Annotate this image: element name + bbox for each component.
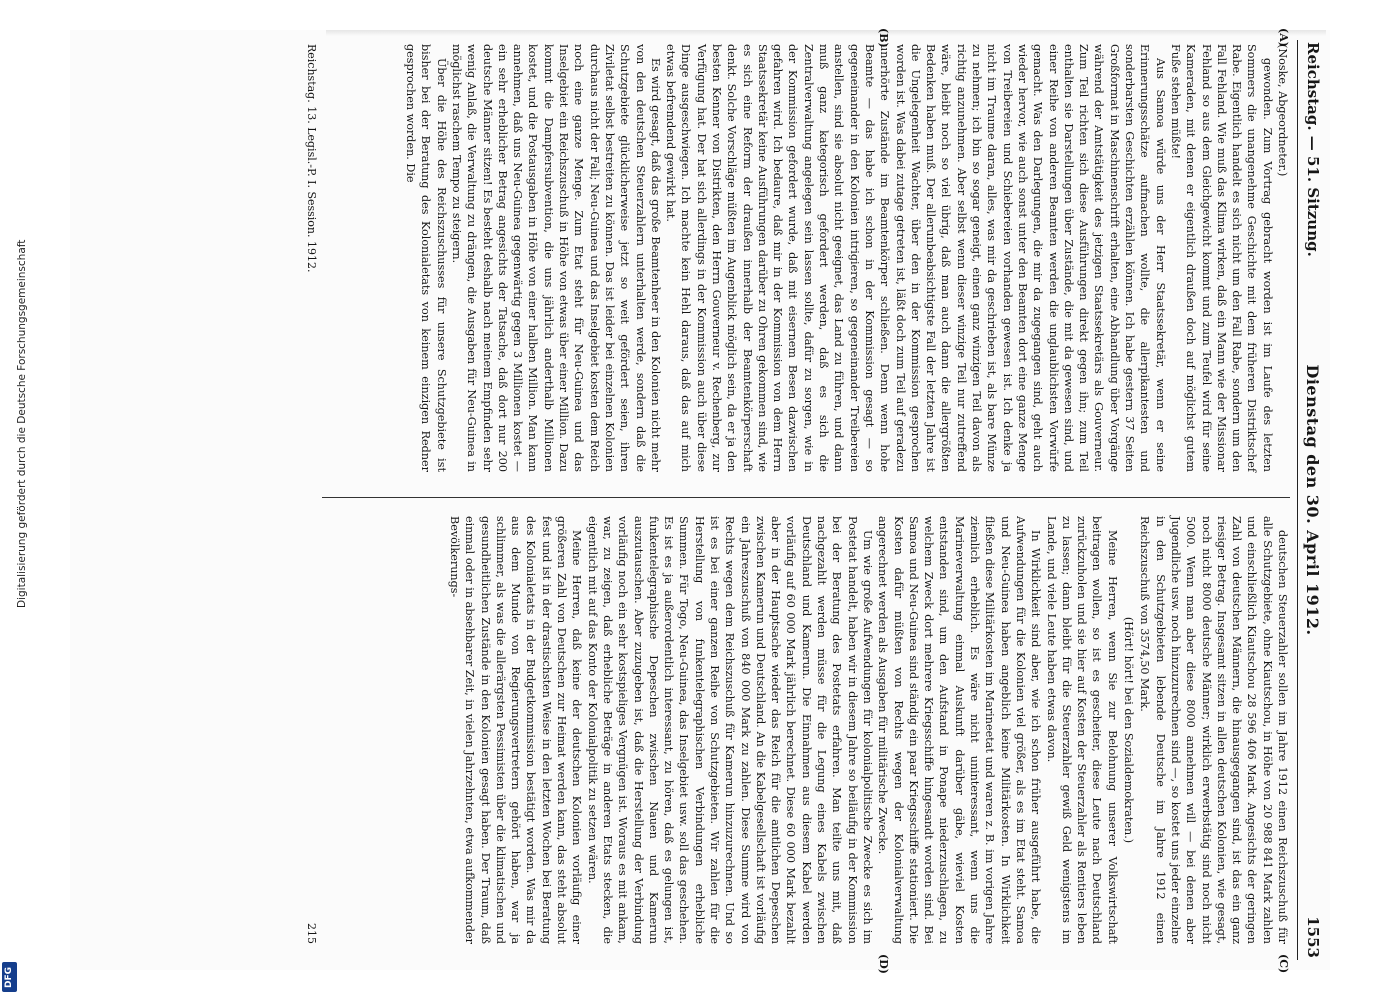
margin-marker-a: (A) (1277, 28, 1290, 47)
digitization-credit: Digitalisierung gefördert durch die Deutsche Forschungsgemeinschaft (16, 239, 28, 608)
running-header (1300, 42, 1326, 958)
paragraph: Über die Höhe des Reichszuschusses für unsere Schutzgebiete ist bisher bei der Beratung des Kolonialetats von keinem einzigen Redner gesprochen worden. Die (404, 44, 448, 472)
paragraph: gewonden. Zum Vortrag gebracht worden ist im Laufe des letzten Sommers die unangenehme Geschichte mit dem früheren Distriktschef Rabe. Eigentlich handelt es sich nicht um den Fall Rabe, sondern um den Fall Fehland. Wie muß das Klima wirken, daß ein Mann wie der Missionar Fehland so aus dem Gleichgewicht kommt und zum Teufel wird für seine Kameraden, mit denen er eigentlich draußen doch auf möglichst gutem Fuße stehen müßte! (1168, 44, 1274, 472)
paragraph: Aus Samoa würde uns der Herr Staatssekretär, wenn er seine Erinnerungsschätze aufmachen wollte, die allerpikantesten und sonderbarsten Geschichten erzählen können. Ich habe gestern 37 Seiten Großformat in Maschinenschrift erhalten, eine Abhandlung über Vorgänge während der Amtstätigkeit des jetzigen Staatssekretärs als Gouverneur. Zum Teil richten sich diese Ausführungen direkt gegen ihn; zum Teil enthalten sie Darstellungen über Zustände, die mit da gewesen sind, und einer Reihe von anderen Beamten werden die unglaublichsten Vorwürfe gemacht. Was den Darlegungen, die mir da zugegangen sind, geht auch wieder hervor, wie auch sonst unter den Beamten dort eine ganze Menge von Treibereien und Schiebereien vorhanden gewesen ist. Ich denke ja nicht im Traume daran, alles, was mir da geschrieben ist, als bare Münze zu nehmen; ich bin so sogar geneigt, einen ganz winzigen Teil davon als richtig anzunehmen. Aber selbst wenn dieser winzige Teil nur zutreffend wäre, bleibt noch so viel übrig, daß man auch dann die allergrößten Bedenken haben muß. Der allerunbeabsichtigste Fall der letzten Jahre ist die Ungelegenheit Wachter, über den in der Kommission gesprochen worden ist. Was dabei zutage getreten ist, läßt doch zum Teil auf geradezu unerhörte Zustände im Beamtenkörper schließen. Denn wenn hohe Beamte — das habe ich schon in der Kommission gesagt — so gegeneinander in den Kolonien intrigieren, so gegeneinander Treibereien anstellen, sind sie absolut nicht geeignet, das Land zu führen, und dann muß ganz kategorisch gefordert werden, daß es sich die Zentralverwaltung angelegen sein lassen sollte, dafür zu sorgen, wie in der Kommission gefordert wurde, daß mit eisernem Besen dazwischen gefahren wird. Ich bedaure, daß mir in der Kommission von dem Herrn Staatssekretär keine Ausführungen darüber zu Ohren gekommen sind, wie es sich eine Reform der draußen innerhalb der Beamtenkörperschaft denkt. Solche Vorschläge müßten im Augenblick möglich sein, da er ja den besten Kenner von Distrikten, den Herrn Gouverneur v. Rechenberg, zur Verfügung hat. Der hat sich allerdings in der Kommission auch über diese Dinge ausgeschwiegen. Ich machte kein Hehl daraus, daß das auf mich etwas befremdend gewirkt hat. (664, 44, 1167, 472)
column-divider (322, 497, 1290, 498)
margin-marker-b: (B) (877, 28, 890, 48)
credit-sidebar (0, 0, 28, 1000)
paragraph: Meine Herren, daß keine der deutschen Kolonien vorläufig einer größeren Zahl von Deutschen zur Heimat werden kann, das steht absolut fest und ist in der drastischsten Weise in den letzten Wochen bei Beratung des Kolonialetats in der Budgetkommission bestätigt worden. Was mir da aus dem Munde von Regierungsvertretern gehört haben, war ja schlimmer, als was die allerärgsten Pessimisten über die klimatischen und gesundheitlichen Zustände in den Kolonien gesagt haben. Der Traum, daß einmal oder in absehbarer Zeit, in vielen Jahrzehnten, etwa aufkommender Bevölkerungs- (447, 516, 584, 944)
footer-sheet-number: 215 (305, 923, 318, 944)
paragraph: Um wie große Aufwendungen für kolonialpolitische Zwecke es sich im Postetat handelt, haben wir in diesem Jahre so beiläufig in der Kommission bei der Beratung des Postetats erfahren. Man teilte uns mit, daß nachgezahlt werden müsse für die Legung eines Kabels zwischen Deutschland und Kamerun. Die Einnahmen aus diesem Kabel werden vorläufig auf 60 000 Mark jährlich berechnet. Diese 60 000 Mark bezahlt aber in der Hauptsache wieder das Reich für die amtlichen Depeschen zwischen Kamerun und Deutschland. An die Kabelgesellschaft ist vorläufig ein Jahreszuschuß von 840 000 Mark zu zahlen. Diese Summe wird von Rechts wegen dem Reichszuschuß für Kamerun hinzuzurechnen. Und so ist es bei einer ganzen Reihe von Schutzgebieten. Wir zahlen für die Herstellung von funkentelegraphischen Verbindungen erhebliche Summen. Für Togo, Neu-Guinea, das Inselgebiet usw. soll das geschehen. Es ist es ja außerordentlich interessant, zu hören, daß es gelungen ist, funkentelegraphische Depeschen zwischen Nauen und Kamerun auszutauschen. Aber zuzugeben ist, daß die Herstellung der Verbindung vorläufig noch ein sehr kostspieliges Vergnügen ist. Woraus es mit ankam, war, zu zeigen, daß erhebliche Beträge in anderen Etats stecken, die eigentlich mit auf das Konto der Kolonialpolitik zu setzen wären. (585, 516, 874, 944)
paragraph: deutschen Steuerzahler sollen im Jahre 1912 einen Reichszuschuß für alle Schutzgebiete, ohne Kiautschou, in Höhe von 20 988 841 Mark zahlen und einschließlich Kiautschou 28 596 406 Mark. Angesichts der geringen Zahl von deutschen Männern, die hinausgegangen sind, ist das ein ganz riesiger Betrag. Insgesamt sitzen in allen deutschen Kolonien, wie gesagt, noch nicht 8000 deutsche Männer; wirklich erwerbstätig sind noch nicht 5000. Wenn man aber diese 8000 annehmen will — bei denen aber Jugendliche usw. noch hinzuzurechnen sind —, so kostet uns jeder einzelne in den Schutzgebieten lebende Deutsche im Jahre 1912 einen Reichszuschuß von 3574,50 Mark. (1138, 516, 1289, 944)
margin-marker-d: (D) (877, 954, 890, 974)
paragraph: Es wird gesagt, daß das große Beamtenheer in den Kolonien nicht mehr von den deutschen Steuerzahlern unterhalten werde, sondern daß die Schutzgebiete glücklicherweise jetzt so weit gefördert seien, ihren Ziviletat selbst bestreiten zu können. Das ist leider bei einzelnen Kolonien durchaus nicht der Fall; Neu-Guinea und das Inselgebiet kosten dem Reich noch eine ganze Menge. Zum Etat steht für Neu-Guinea und das Inselgebiet ein Reichszuschuß in Höhe von etwas über einer Million. Dazu kommt die Dampfersubvention, die uns jährlich anderthalb Millionen kostet, und die Postausgaben in Höhe von einer halben Million. Man kann annehmen, daß uns Neu-Guinea gegenwärtig gegen 3 Millionen kostet — ein sehr erheblicher Betrag angesichts der Tatsache, daß dort nur 200 deutsche Männer sitzen! Es besteht deshalb nach meinem Empfinden sehr wenig Anlaß, die Verwaltung zu drängen, die Ausgaben für Neu-Guinea in möglichst raschem Tempo zu steigern. (449, 44, 662, 472)
scanned-page (70, 28, 1330, 974)
margin-marker-c: (C) (1277, 954, 1290, 974)
header-rule (1297, 40, 1298, 960)
footer-session: Reichstag. 13. Legisl.-P. I. Session. 1912. (305, 44, 318, 273)
paragraph: In Wirklichkeit sind aber, wie ich schon früher ausgeführt habe, die Aufwendungen für die Kolonien viel größer, als es im Etat steht. Samoa und Neu-Guinea haben angeblich keine Militärkosten. In Wirklichkeit fließen diese Militärkosten im Marineetat und waren z. B. im vorigen Jahre ziemlich erheblich. Es wäre nicht uninteressant, wenn uns die Marineverwaltung einmal Auskunft darüber gäbe, wieviel Kosten entstanden sind, um den Aufstand in Ponape niederzuschlagen, zu welchem Zweck dort mehrere Kriegsschiffe hingesandt worden sind. Bei Samoa und Neu-Guinea sind ständig ein paar Kriegsschiffe stationiert. Die Kosten dafür müßten von Rechts wegen der Kolonialverwaltung angerechnet werden als Ausgaben für militärische Zwecke. (876, 516, 1043, 944)
header-date: Dienstag den 30. April 1912. (1303, 364, 1322, 636)
page-crease (326, 30, 1326, 36)
right-column (447, 516, 1290, 944)
header-page-number: 1553 (1304, 916, 1322, 958)
dfg-logo-text: DFG (4, 966, 14, 988)
dfg-logo (2, 962, 17, 992)
left-column (403, 44, 1290, 472)
speaker-note: (Noske, Abgeordneter.) (1276, 44, 1289, 177)
header-session: Reichstag. — 51. Sitzung. (1304, 42, 1322, 257)
paragraph: Meine Herren, wenn Sie zur Belohnung unserer Volkswirtschaft beitragen wollen, so ist es gescheiter, diese Leute nach Deutschland zurückzuholen und sie hier auf Kosten der Steuerzahler als Rentiers leben zu lassen; dann bleibt für die Steuerzahler gewiß Geld wenigstens im Lande, und viele Leute haben etwas davon. (1044, 516, 1119, 944)
interjection: (Hört! hört! bei den Sozialdemokraten.) (1122, 616, 1136, 844)
